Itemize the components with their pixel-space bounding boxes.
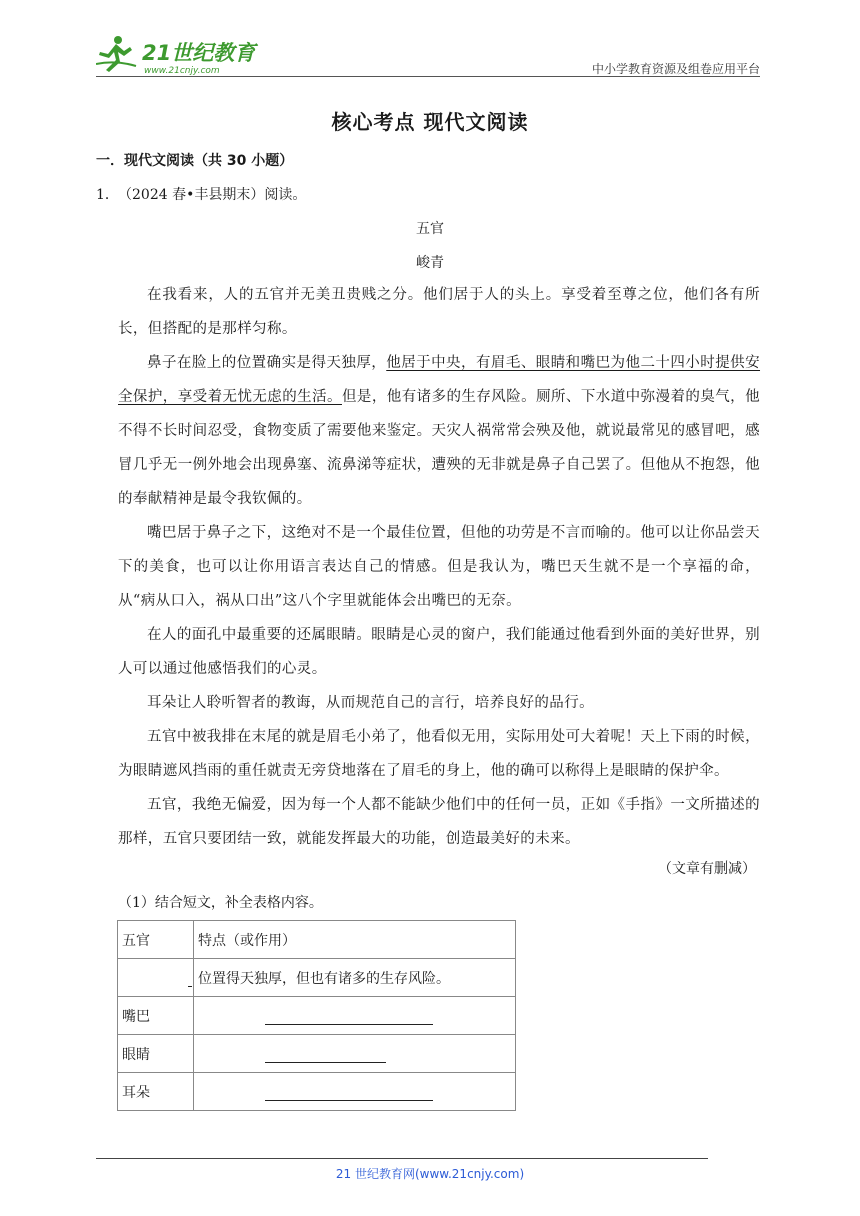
paragraph-3: 嘴巴居于鼻子之下，这绝对不是一个最佳位置，但他的功劳是不言而喻的。他可以让你品尝天下的美食，也可以让你用语言表达自己的情感。但是我认为，嘴巴天生就不是一个享福的命，从“病从口入，祸从口出”这八个字里就能体会出嘴巴的无奈。 xyxy=(118,525,760,609)
question-1-header xyxy=(96,184,306,204)
paragraph-4: 在人的面孔中最重要的还属眼睛。眼睛是心灵的窗户，我们能通过他看到外面的美好世界，别人可以通过他感悟我们的心灵。 xyxy=(118,627,760,677)
page-header xyxy=(96,32,760,80)
page-title: 核心考点 现代文阅读 xyxy=(331,110,529,134)
logo xyxy=(96,34,266,76)
runner-icon xyxy=(96,36,136,72)
sub-question-1: （1）结合短文，补全表格内容。 xyxy=(118,895,323,911)
feature-cell[interactable] xyxy=(194,997,516,1035)
answer-blank[interactable] xyxy=(265,1044,386,1063)
footer-divider xyxy=(96,1158,708,1159)
organ-cell[interactable] xyxy=(118,959,194,997)
question-number: 1． xyxy=(96,187,119,203)
logo-text: 21世纪教育 xyxy=(142,41,256,65)
header-divider xyxy=(96,76,760,77)
paragraph-2 xyxy=(118,346,760,516)
footer-link[interactable]: 21 世纪教育网(www.21cnjy.com) xyxy=(335,1167,525,1181)
table-row xyxy=(118,959,516,997)
answer-blank[interactable] xyxy=(265,1082,433,1101)
table-header-cell: 五官 xyxy=(118,921,194,959)
underlined-sentence: 他居于中央，有眉毛、眼睛和嘴巴为他二十四小时提供安全保护，享受着无忧无虑的生活。 xyxy=(118,355,761,405)
platform-name: 中小学教育资源及组卷应用平台 xyxy=(591,62,760,76)
feature-cell: 位置得天独厚，但也有诸多的生存风险。 xyxy=(194,959,516,997)
organ-cell: 眼睛 xyxy=(118,1035,194,1073)
section-heading: 一．现代文阅读（共 30 小题） xyxy=(96,153,294,169)
paragraph-1: 在我看来，人的五官并无美丑贵贱之分。他们居于人的头上。享受着至尊之位，他们各有所长，但搭配的是那样匀称。 xyxy=(118,287,760,337)
article-title: 五官 xyxy=(416,221,444,237)
answer-blank[interactable] xyxy=(265,1006,433,1025)
table-header-row xyxy=(118,921,516,959)
organ-cell: 耳朵 xyxy=(118,1073,194,1111)
article-author: 峻青 xyxy=(416,255,444,271)
paragraph-2-lead: 鼻子在脸上的位置确实是得天独厚， xyxy=(147,355,387,371)
paragraph-7: 五官，我绝无偏爱，因为每一个人都不能缺少他们中的任何一员，正如《手指》一文所描述的那样，五官只要团结一致，就能发挥最大的功能，创造最美好的未来。 xyxy=(118,797,760,847)
organ-cell: 嘴巴 xyxy=(118,997,194,1035)
paragraph-2-rest: 但是，他有诸多的生存风险。厕所、下水道中弥漫着的臭气，他不得不长时间忍受，食物变质了需要他来鉴定。天灾人祸常常会殃及他，就说最常见的感冒吧，感冒几乎无一例外地会出现鼻塞、流鼻涕等症状，遭殃的无非就是鼻子自己罢了。但他从不抱怨，他的奉献精神是最令我钦佩的。 xyxy=(118,389,760,507)
table-row xyxy=(118,1035,516,1073)
feature-cell[interactable] xyxy=(194,1073,516,1111)
blank-mark xyxy=(188,986,192,987)
table-header-cell: 特点（或作用） xyxy=(194,921,516,959)
answer-table xyxy=(117,920,516,1111)
question-source: （2024 春•丰县期末）阅读。 xyxy=(118,187,307,203)
table-row xyxy=(118,1073,516,1111)
table-row xyxy=(118,997,516,1035)
paragraph-5: 耳朵让人聆听智者的教诲，从而规范自己的言行，培养良好的品行。 xyxy=(147,695,594,711)
feature-cell[interactable] xyxy=(194,1035,516,1073)
paragraph-6: 五官中被我排在末尾的就是眉毛小弟了，他看似无用，实际用处可大着呢！天上下雨的时候，为眼睛遮风挡雨的重任就责无旁贷地落在了眉毛的身上，他的确可以称得上是眼睛的保护伞。 xyxy=(118,729,760,779)
logo-url: www.21cnjy.com xyxy=(144,66,220,76)
abridged-note: （文章有删减） xyxy=(658,861,756,877)
